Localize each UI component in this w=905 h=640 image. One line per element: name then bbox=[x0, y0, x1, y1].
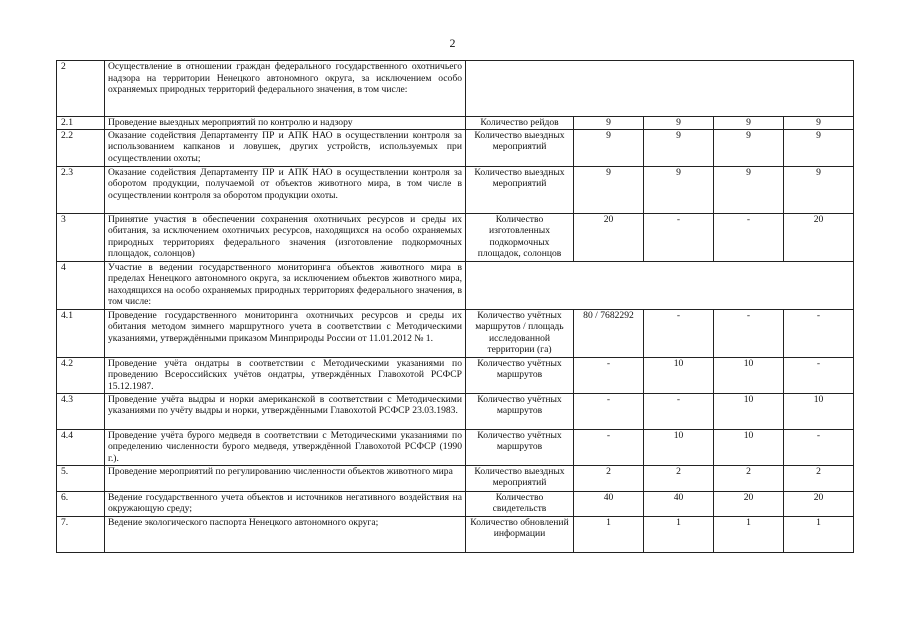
row-value-1: 2 bbox=[574, 465, 644, 491]
row-indicator: Количество обновлений информации bbox=[466, 516, 574, 552]
table-row bbox=[57, 516, 854, 552]
row-number: 2 bbox=[57, 61, 105, 117]
row-description: Проведение государственного мониторинга охотничьих ресурсов и среды их обитания методом зимнего маршрутного учета в соответствии с Методическими указаниями, утверждёнными приказом Минприроды России от 11.01.2012 № 1. bbox=[105, 309, 466, 357]
row-value-4: 2 bbox=[784, 465, 854, 491]
table-row bbox=[57, 429, 854, 465]
row-value-3: 10 bbox=[714, 393, 784, 429]
row-value-2: 1 bbox=[644, 516, 714, 552]
row-number: 4 bbox=[57, 261, 105, 309]
row-value-3: 9 bbox=[714, 166, 784, 213]
row-value-2: 9 bbox=[644, 117, 714, 130]
document-table-container bbox=[56, 60, 853, 553]
row-value-4: - bbox=[784, 309, 854, 357]
row-number: 4.2 bbox=[57, 357, 105, 393]
table-row bbox=[57, 465, 854, 491]
row-number: 2.2 bbox=[57, 129, 105, 166]
table-row bbox=[57, 357, 854, 393]
table-row bbox=[57, 129, 854, 166]
row-value-1: - bbox=[574, 357, 644, 393]
row-description: Проведение мероприятий по регулированию численности объектов животного мира bbox=[105, 465, 466, 491]
row-value-4: 9 bbox=[784, 166, 854, 213]
row-value-2: - bbox=[644, 393, 714, 429]
row-value-2: 10 bbox=[644, 357, 714, 393]
row-value-1: - bbox=[574, 393, 644, 429]
row-number: 4.4 bbox=[57, 429, 105, 465]
table-section-row bbox=[57, 61, 854, 117]
row-value-4: 20 bbox=[784, 491, 854, 516]
row-number: 7. bbox=[57, 516, 105, 552]
row-indicator: Количество изготовленных подкормочных площадок, солонцов bbox=[466, 213, 574, 261]
row-number: 2.1 bbox=[57, 117, 105, 130]
row-description: Принятие участия в обеспечении сохранения охотничьих ресурсов и среды их обитания, за исключением охотничьих ресурсов, находящихся на особо охраняемых природных территориях федерального значения (изготовление подкормочных площадок, солонцов) bbox=[105, 213, 466, 261]
row-value-4: 10 bbox=[784, 393, 854, 429]
row-number: 6. bbox=[57, 491, 105, 516]
row-value-1: - bbox=[574, 429, 644, 465]
row-description: Ведение государственного учета объектов и источников негативного воздействия на окружающую среду; bbox=[105, 491, 466, 516]
table-row bbox=[57, 213, 854, 261]
row-value-3: 20 bbox=[714, 491, 784, 516]
row-value-4: - bbox=[784, 357, 854, 393]
row-indicator: Количество свидетельств bbox=[466, 491, 574, 516]
row-value-1: 9 bbox=[574, 129, 644, 166]
row-indicator: Количество рейдов bbox=[466, 117, 574, 130]
row-value-3: 2 bbox=[714, 465, 784, 491]
row-value-2: - bbox=[644, 213, 714, 261]
row-indicator: Количество учётных маршрутов bbox=[466, 357, 574, 393]
row-description: Оказание содействия Департаменту ПР и АПК НАО в осуществлении контроля за использованием капканов и ловушек, других устройств, используемых при осуществлении охоты; bbox=[105, 129, 466, 166]
row-value-2: - bbox=[644, 309, 714, 357]
row-indicator: Количество учётных маршрутов bbox=[466, 393, 574, 429]
table-row bbox=[57, 117, 854, 130]
row-value-1: 80 / 7682292 bbox=[574, 309, 644, 357]
row-merged-empty-cell bbox=[466, 61, 854, 117]
row-value-3: - bbox=[714, 213, 784, 261]
row-value-2: 40 bbox=[644, 491, 714, 516]
table-row bbox=[57, 309, 854, 357]
measures-table bbox=[56, 60, 854, 553]
row-value-3: 9 bbox=[714, 117, 784, 130]
row-description: Проведение учёта ондатры в соответствии с Методическими указаниями по проведению Всероссийских учётов ондатры, утверждённых Главохотой РСФСР 15.12.1987. bbox=[105, 357, 466, 393]
row-value-1: 9 bbox=[574, 166, 644, 213]
row-value-3: 1 bbox=[714, 516, 784, 552]
row-value-2: 9 bbox=[644, 166, 714, 213]
row-value-1: 40 bbox=[574, 491, 644, 516]
row-value-4: 9 bbox=[784, 117, 854, 130]
row-indicator: Количество выездных мероприятий bbox=[466, 166, 574, 213]
table-row bbox=[57, 166, 854, 213]
row-description: Оказание содействия Департаменту ПР и АПК НАО в осуществлении контроля за оборотом продукции, получаемой от объектов животного мира, в том числе в осуществлении контроля за оборотом продукции охоты. bbox=[105, 166, 466, 213]
row-value-4: - bbox=[784, 429, 854, 465]
row-indicator: Количество выездных мероприятий bbox=[466, 465, 574, 491]
row-value-1: 20 bbox=[574, 213, 644, 261]
table-row bbox=[57, 491, 854, 516]
row-indicator: Количество учётных маршрутов bbox=[466, 429, 574, 465]
row-description: Проведение учёта выдры и норки американской в соответствии с Методическими указаниями по учёту выдры и норки, утверждёнными Главохотой РСФСР 23.03.1983. bbox=[105, 393, 466, 429]
table-row bbox=[57, 393, 854, 429]
row-description: Осуществление в отношении граждан федерального государственного охотничьего надзора на территории Ненецкого автономного округа, за исключением особо охраняемых природных территорий федерального значения, в том числе: bbox=[105, 61, 466, 117]
row-description: Участие в ведении государственного мониторинга объектов животного мира в пределах Ненецкого автономного округа, за исключением объектов животного мира, находящихся на особо охраняемых природных территориях федерального значения, в том числе: bbox=[105, 261, 466, 309]
table-section-row bbox=[57, 261, 854, 309]
row-value-3: 9 bbox=[714, 129, 784, 166]
row-number: 4.3 bbox=[57, 393, 105, 429]
row-number: 5. bbox=[57, 465, 105, 491]
row-number: 3 bbox=[57, 213, 105, 261]
row-value-2: 9 bbox=[644, 129, 714, 166]
row-indicator: Количество учётных маршрутов / площадь исследованной территории (га) bbox=[466, 309, 574, 357]
page-number: 2 bbox=[449, 36, 456, 50]
row-value-3: 10 bbox=[714, 429, 784, 465]
row-value-1: 1 bbox=[574, 516, 644, 552]
row-description: Ведение экологического паспорта Ненецкого автономного округа; bbox=[105, 516, 466, 552]
table-body bbox=[57, 61, 854, 553]
row-number: 2.3 bbox=[57, 166, 105, 213]
row-value-2: 2 bbox=[644, 465, 714, 491]
row-indicator: Количество выездных мероприятий bbox=[466, 129, 574, 166]
row-description: Проведение выездных мероприятий по контролю и надзору bbox=[105, 117, 466, 130]
row-merged-empty-cell bbox=[466, 261, 854, 309]
row-value-1: 9 bbox=[574, 117, 644, 130]
row-value-2: 10 bbox=[644, 429, 714, 465]
row-number: 4.1 bbox=[57, 309, 105, 357]
row-description: Проведение учёта бурого медведя в соответствии с Методическими указаниями по определению численности бурого медведя, утверждённой Главохотой РСФСР (1990 г.). bbox=[105, 429, 466, 465]
row-value-4: 1 bbox=[784, 516, 854, 552]
row-value-3: - bbox=[714, 309, 784, 357]
row-value-4: 20 bbox=[784, 213, 854, 261]
row-value-4: 9 bbox=[784, 129, 854, 166]
row-value-3: 10 bbox=[714, 357, 784, 393]
